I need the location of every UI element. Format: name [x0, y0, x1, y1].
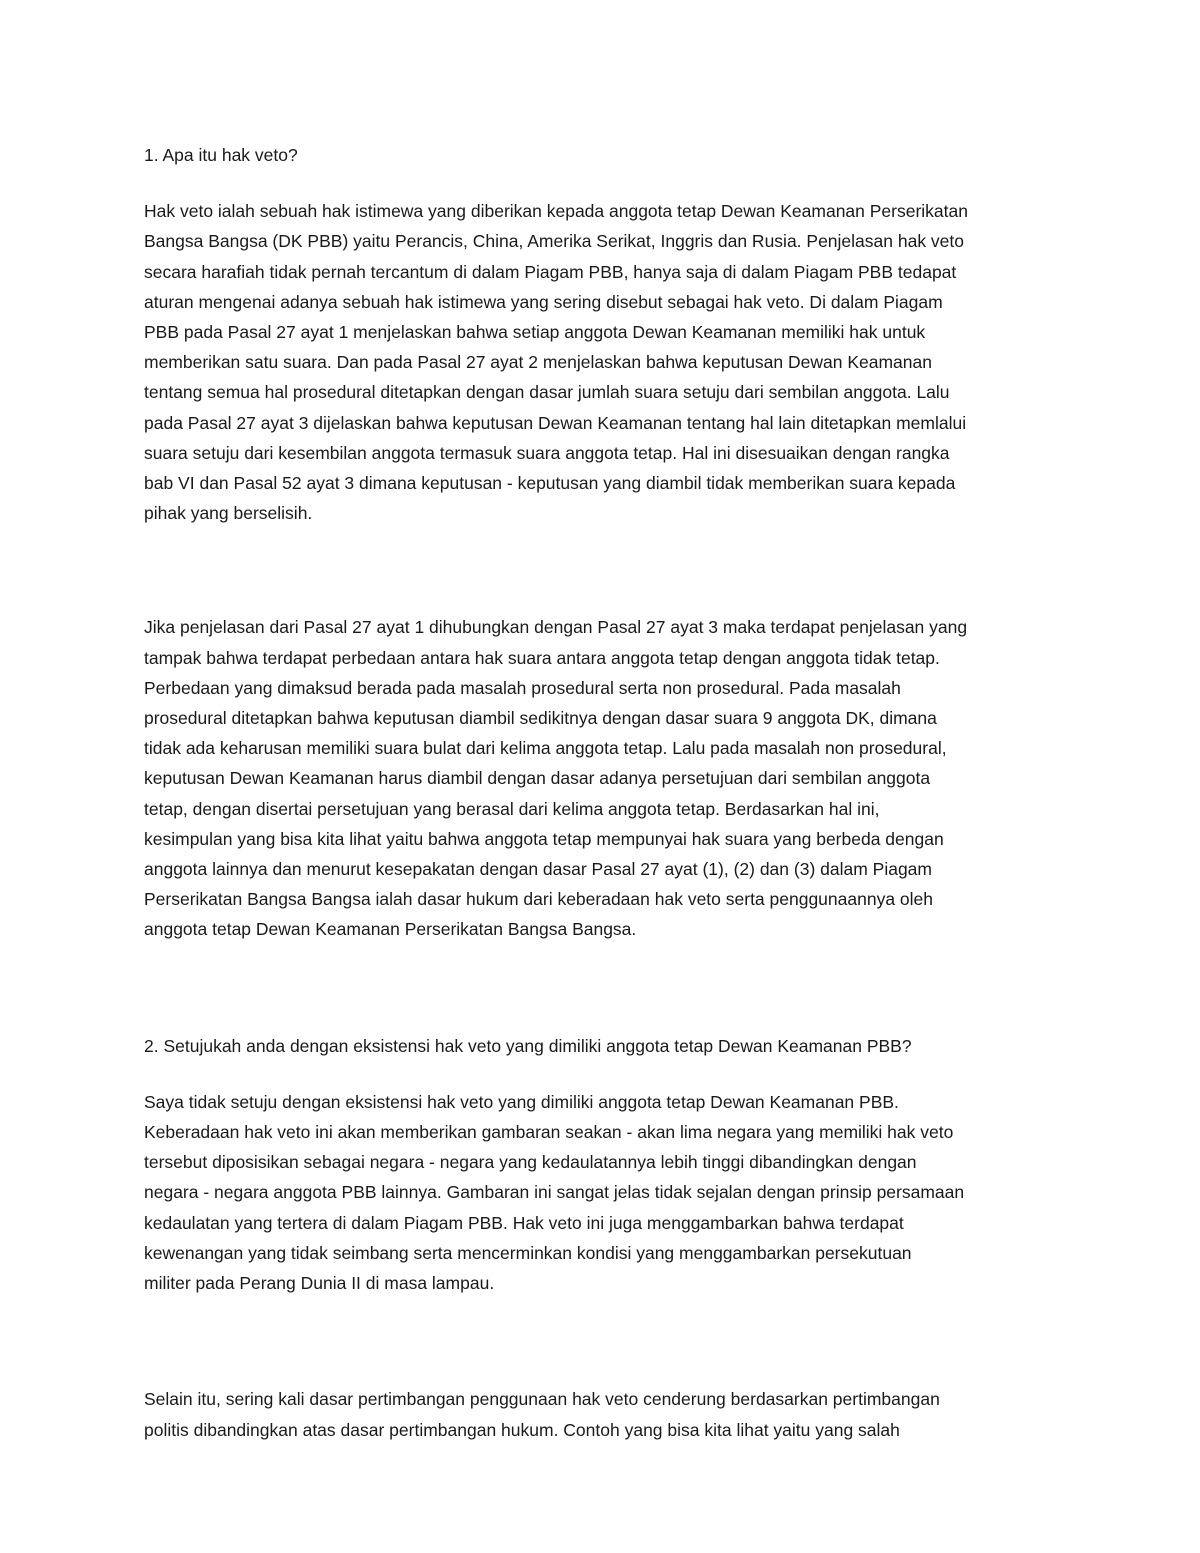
- text-line: militer pada Perang Dunia II di masa lampau.: [144, 1273, 495, 1294]
- text-line: tentang semua hal prosedural ditetapkan dengan dasar jumlah suara setuju dari sembilan anggota. Lalu: [144, 382, 950, 403]
- text-line: kedaulatan yang tertera di dalam Piagam PBB. Hak veto ini juga menggambarkan bahwa terdapat: [144, 1212, 904, 1233]
- text-line: anggota lainnya dan menurut kesepakatan dengan dasar Pasal 27 ayat (1), (2) dan (3) dalam Piagam: [144, 859, 932, 880]
- text-line: Keberadaan hak veto ini akan memberikan gambaran seakan - akan lima negara yang memiliki hak veto: [144, 1122, 954, 1143]
- text-line: prosedural ditetapkan bahwa keputusan diambil sedikitnya dengan dasar suara 9 anggota DK, dimana: [144, 708, 937, 729]
- text-line: bab VI dan Pasal 52 ayat 3 dimana keputusan - keputusan yang diambil tidak memberikan suara kepada: [144, 473, 956, 494]
- text-line: tidak ada keharusan memiliki suara bulat dari kelima anggota tetap. Lalu pada masalah non prosedural,: [144, 738, 947, 759]
- text-line: suara setuju dari kesembilan anggota termasuk suara anggota tetap. Hal ini disesuaikan dengan rangka: [144, 442, 950, 463]
- text-line: Hak veto ialah sebuah hak istimewa yang diberikan kepada anggota tetap Dewan Keamanan Perserikatan: [144, 201, 968, 222]
- text-line: tersebut diposisikan sebagai negara - negara yang kedaulatannya lebih tinggi dibandingkan dengan: [144, 1152, 917, 1173]
- text-line: tetap, dengan disertai persetujuan yang berasal dari kelima anggota tetap. Berdasarkan hal ini,: [144, 798, 880, 819]
- text-line: kesimpulan yang bisa kita lihat yaitu bahwa anggota tetap mempunyai hak suara yang berbeda dengan: [144, 828, 944, 849]
- text-line: Saya tidak setuju dengan eksistensi hak veto yang dimiliki anggota tetap Dewan Keamanan PBB.: [144, 1091, 899, 1112]
- text-line: memberikan satu suara. Dan pada Pasal 27 ayat 2 menjelaskan bahwa keputusan Dewan Keamanan: [144, 352, 932, 373]
- paragraph-spacer: [144, 945, 1062, 1031]
- text-line: secara harafiah tidak pernah tercantum di dalam Piagam PBB, hanya saja di dalam Piagam PBB tedapat: [144, 261, 957, 282]
- text-line: PBB pada Pasal 27 ayat 1 menjelaskan bahwa setiap anggota Dewan Keamanan memiliki hak untuk: [144, 322, 926, 343]
- text-line: politis dibandingkan atas dasar pertimbangan hukum. Contoh yang bisa kita lihat yaitu yang salah: [144, 1419, 900, 1440]
- question-2-paragraph-1: [144, 1087, 1062, 1298]
- text-line: tampak bahwa terdapat perbedaan antara hak suara antara anggota tetap dengan anggota tidak tetap.: [144, 647, 940, 668]
- question-1-paragraph-2: [144, 612, 1062, 944]
- question-1-paragraph-1: [144, 196, 1062, 528]
- paragraph-spacer: [144, 1298, 1062, 1384]
- text-line: kewenangan yang tidak seimbang serta mencerminkan kondisi yang menggambarkan persekutuan: [144, 1242, 912, 1263]
- text-line: anggota tetap Dewan Keamanan Perserikatan Bangsa Bangsa.: [144, 919, 637, 940]
- text-line: Perserikatan Bangsa Bangsa ialah dasar hukum dari keberadaan hak veto serta penggunaannya oleh: [144, 889, 934, 910]
- question-2-heading: 2. Setujukah anda dengan eksistensi hak veto yang dimiliki anggota tetap Dewan Keamanan PBB?: [144, 1035, 912, 1056]
- question-1-heading: 1. Apa itu hak veto?: [144, 145, 298, 165]
- text-line: negara - negara anggota PBB lainnya. Gambaran ini sangat jelas tidak sejalan dengan prinsip persamaan: [144, 1182, 965, 1203]
- text-line: Perbedaan yang dimaksud berada pada masalah prosedural serta non prosedural. Pada masalah: [144, 677, 901, 698]
- document-body: [144, 140, 1062, 1445]
- text-line: keputusan Dewan Keamanan harus diambil dengan dasar adanya persetujuan dari sembilan anggota: [144, 768, 931, 789]
- question-2-paragraph-2: [144, 1384, 1062, 1444]
- text-line: Jika penjelasan dari Pasal 27 ayat 1 dihubungkan dengan Pasal 27 ayat 3 maka terdapat penjelasan yang: [144, 617, 968, 638]
- text-line: aturan mengenai adanya sebuah hak istimewa yang sering disebut sebagai hak veto. Di dalam Piagam: [144, 291, 943, 312]
- text-line: Selain itu, sering kali dasar pertimbangan penggunaan hak veto cenderung berdasarkan pertimbangan: [144, 1389, 940, 1410]
- paragraph-spacer: [144, 528, 1062, 612]
- text-line: Bangsa Bangsa (DK PBB) yaitu Perancis, China, Amerika Serikat, Inggris dan Rusia. Penjelasan hak veto: [144, 231, 965, 252]
- text-line: pada Pasal 27 ayat 3 dijelaskan bahwa keputusan Dewan Keamanan tentang hal lain ditetapkan memlalui: [144, 412, 967, 433]
- text-line: pihak yang berselisih.: [144, 503, 313, 524]
